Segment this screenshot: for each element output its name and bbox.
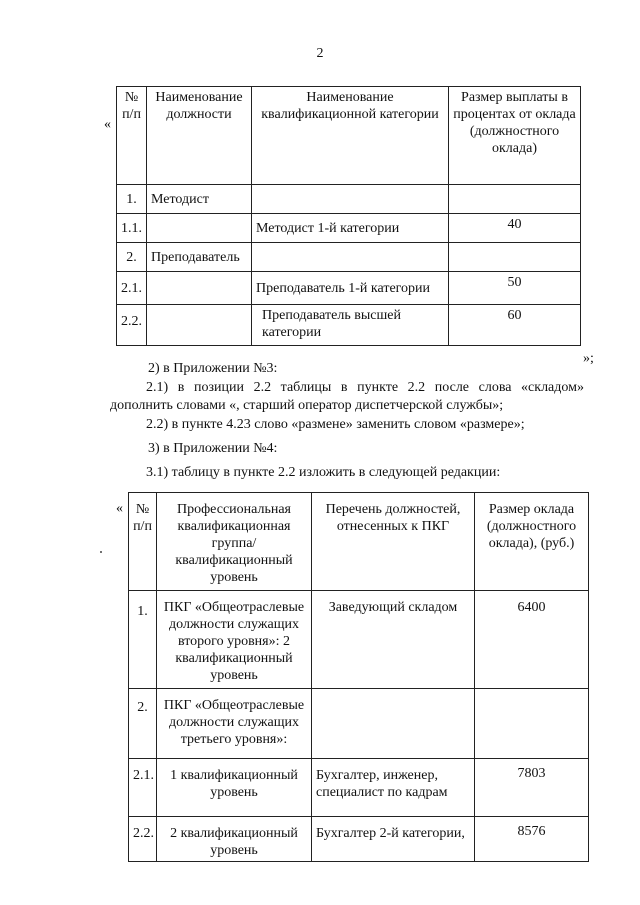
header-salary: Размер оклада (должностного оклада), (руб.)	[475, 493, 589, 591]
table-row	[117, 214, 581, 243]
table-header-row	[117, 87, 581, 185]
row-salary	[475, 689, 589, 759]
row-category: Методист 1-й категории	[252, 214, 449, 243]
scan-speck	[100, 551, 102, 553]
row-position: Преподаватель	[147, 243, 252, 272]
row-number: 2.	[117, 243, 147, 272]
row-number: 2.1.	[129, 759, 157, 817]
row-number: 2.	[129, 689, 157, 759]
allowance-table	[116, 86, 581, 346]
row-value: 40	[449, 214, 581, 243]
table-row	[117, 272, 581, 305]
row-number: 1.	[129, 591, 157, 689]
table-row	[129, 591, 589, 689]
header-positions-list: Перечень должностей, отнесенных к ПКГ	[312, 493, 475, 591]
table-header-row	[129, 493, 589, 591]
opening-quote-2: «	[116, 501, 123, 516]
salary-table	[128, 492, 589, 862]
header-category: Наименование квалификационной категории	[252, 87, 449, 185]
row-group: 2 квалификационный уровень	[157, 817, 312, 862]
table-row	[129, 817, 589, 862]
opening-quote-1: «	[104, 117, 111, 132]
row-position	[147, 214, 252, 243]
row-group: ПКГ «Общеотраслевые должности служащих третьего уровня»:	[157, 689, 312, 759]
row-salary: 6400	[475, 591, 589, 689]
table-row	[117, 243, 581, 272]
row-positions: Бухгалтер, инженер, специалист по кадрам	[312, 759, 475, 817]
row-positions: Бухгалтер 2-й категории,	[312, 817, 475, 862]
paragraph-item-2-1: 2.1) в позиции 2.2 таблицы в пункте 2.2 после слова «складом» дополнить словами «, старший оператор диспетчерской службы»;	[110, 380, 584, 413]
row-group: ПКГ «Общеотраслевые должности служащих второго уровня»: 2 квалификационный уровень	[157, 591, 312, 689]
row-salary: 8576	[475, 817, 589, 862]
row-category: Преподаватель высшей категории	[252, 305, 449, 346]
row-category: Преподаватель 1-й категории	[252, 272, 449, 305]
header-group: Профессиональная квалификационная группа/ квалификационный уровень	[157, 493, 312, 591]
row-number: 2.1.	[117, 272, 147, 305]
header-number: № п/п	[129, 493, 157, 591]
paragraph-item-3-1: 3.1) таблицу в пункте 2.2 изложить в следующей редакции:	[146, 465, 501, 480]
paragraph-item-2-2: 2.2) в пункте 4.23 слово «размене» заменить словом «размере»;	[146, 417, 525, 432]
header-payment-percent: Размер выплаты в процентах от оклада (должностного оклада)	[449, 87, 581, 185]
table-row	[129, 689, 589, 759]
row-number: 1.1.	[117, 214, 147, 243]
row-positions: Заведующий складом	[312, 591, 475, 689]
row-value: 50	[449, 272, 581, 305]
row-value: 60	[449, 305, 581, 346]
row-number: 1.	[117, 185, 147, 214]
table-row	[129, 759, 589, 817]
row-category	[252, 243, 449, 272]
row-position	[147, 272, 252, 305]
row-position	[147, 305, 252, 346]
row-salary: 7803	[475, 759, 589, 817]
page-number: 2	[316, 46, 324, 61]
row-value	[449, 243, 581, 272]
header-position: Наименование должности	[147, 87, 252, 185]
table-row	[117, 305, 581, 346]
table-row	[117, 185, 581, 214]
paragraph-item-3: 3) в Приложении №4:	[148, 441, 278, 456]
row-number: 2.2.	[117, 305, 147, 346]
row-number: 2.2.	[129, 817, 157, 862]
row-positions	[312, 689, 475, 759]
row-value	[449, 185, 581, 214]
header-number: № п/п	[117, 87, 147, 185]
row-category	[252, 185, 449, 214]
closing-quote-1: »;	[583, 351, 594, 366]
row-position: Методист	[147, 185, 252, 214]
row-group: 1 квалификационный уровень	[157, 759, 312, 817]
paragraph-item-2: 2) в Приложении №3:	[148, 361, 278, 376]
